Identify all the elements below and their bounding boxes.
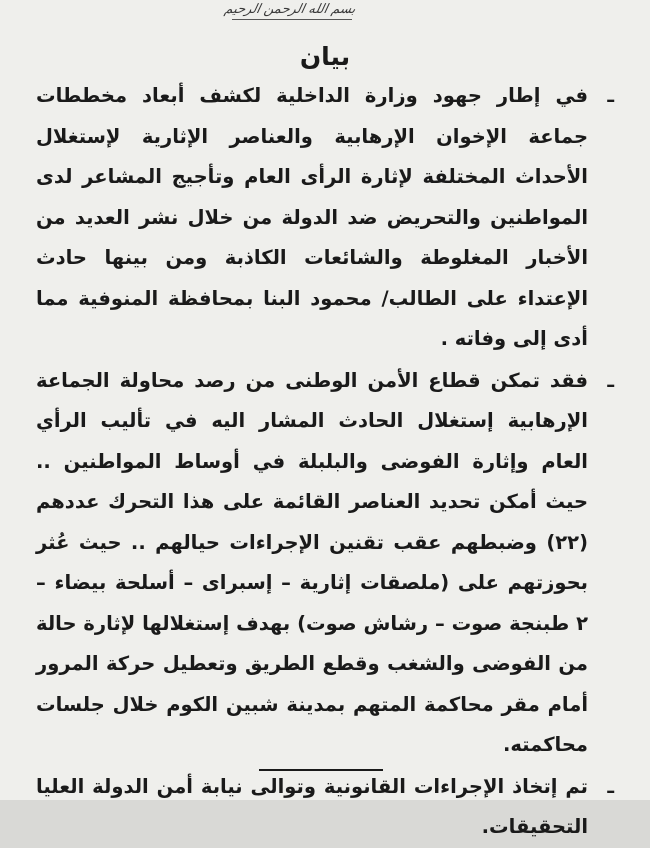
bullet-dash: ـ [607, 84, 614, 107]
document-title: بيان [299, 42, 351, 71]
statement-body [36, 76, 614, 848]
bullet-dash: ـ [607, 368, 614, 392]
paragraph-text: في إطار جهود وزارة الداخلية لكشف أبعاد مخططات جماعة الإخوان الإرهابية والعناصر الإثارية لإستغلال الأحداث المختلفة لإثارة الرأى العام وتأجيج المشاعر لدى المواطنين والتحريض ضد الدولة من خلال نشر العديد من الأخبار المغلوطة والشائعات الكاذبة ومن بينها حادث الإعتداء على الطالب/ محمود البنا بمحافظة المنوفية مما أدى إلى وفاته . [36, 84, 588, 350]
paragraph-text: فقد تمكن قطاع الأمن الوطنى من رصد محاولة الجماعة الإرهابية إستغلال الحادث المشار اليه في تأليب الرأي العام وإثارة الفوضى والبلبلة في أوساط المواطنين .. حيث أمكن تحديد العناصر القائمة على هذا التحرك عددهم (٢٢) وضبطهم عقب تقنين الإجراءات حيالهم .. حيث عُثر بحوزتهم على (ملصقات إثارية – إسبراى – أسلحة بيضاء – ٢ طبنجة صوت – رشاش صوت) بهدف إستغلالها لإثارة حالة من الفوضى والشغب وقطع الطريق وتعطيل حركة المرور أمام مقر محاكمة المتهم بمدينة شبين الكوم خلال جلسات محاكمته. [36, 368, 588, 756]
bullet-dash: ـ [607, 774, 614, 798]
statement-paragraph-1 [36, 76, 614, 360]
statement-paragraph-2 [36, 361, 614, 766]
closing-rule [259, 769, 383, 771]
statement-paragraph-3 [36, 767, 614, 848]
basmala-underline [232, 19, 352, 20]
basmala-header: بسم الله الرحمن الرحيم [223, 2, 357, 17]
paragraph-text: تم إتخاذ الإجراءات القانونية وتوالى نيابة أمن الدولة العليا التحقيقات. [36, 774, 588, 838]
